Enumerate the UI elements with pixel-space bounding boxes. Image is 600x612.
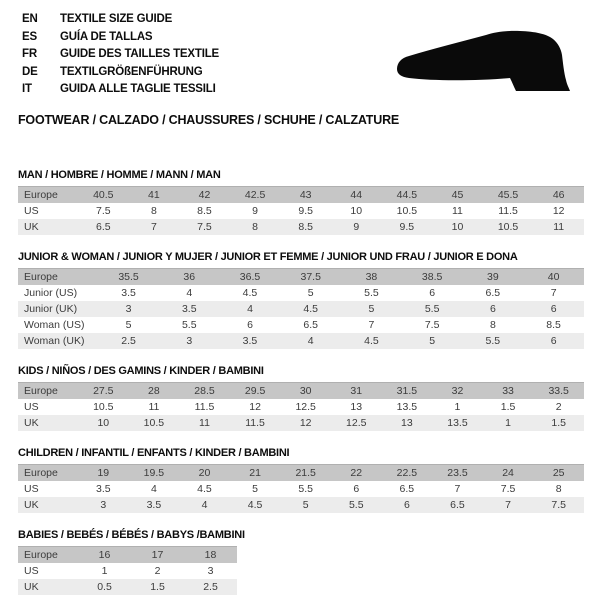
size-value-cell: 33 bbox=[483, 383, 534, 400]
size-value-cell: 9 bbox=[331, 219, 382, 235]
row-label-cell: US bbox=[18, 481, 78, 497]
size-value-cell: 11 bbox=[179, 415, 230, 431]
size-value-cell: 10.5 bbox=[129, 415, 180, 431]
size-value-cell: 4.5 bbox=[280, 301, 341, 317]
language-row bbox=[22, 64, 219, 82]
size-value-cell: 7 bbox=[341, 317, 402, 333]
size-value-cell: 28 bbox=[129, 383, 180, 400]
language-row bbox=[22, 29, 219, 47]
size-value-cell: 28.5 bbox=[179, 383, 230, 400]
size-value-cell: 12 bbox=[533, 203, 584, 219]
size-value-cell: 8.5 bbox=[280, 219, 331, 235]
size-value-cell: 5 bbox=[280, 285, 341, 301]
table-row bbox=[18, 187, 584, 204]
size-value-cell: 1 bbox=[78, 563, 131, 579]
size-value-cell: 5 bbox=[402, 333, 463, 349]
table-row bbox=[18, 547, 237, 564]
size-value-cell: 6 bbox=[331, 481, 382, 497]
table-row bbox=[18, 415, 584, 431]
language-label: TEXTILGRÖßENFÜHRUNG bbox=[60, 65, 203, 78]
table-row bbox=[18, 579, 237, 595]
table-row bbox=[18, 563, 237, 579]
size-value-cell: 6 bbox=[382, 497, 433, 513]
size-value-cell: 18 bbox=[184, 547, 237, 564]
size-value-cell: 40.5 bbox=[78, 187, 129, 204]
row-label-cell: Europe bbox=[18, 383, 78, 400]
size-value-cell: 35.5 bbox=[98, 269, 159, 286]
row-label-cell: UK bbox=[18, 579, 78, 595]
size-value-cell: 37.5 bbox=[280, 269, 341, 286]
size-value-cell: 3.5 bbox=[129, 497, 180, 513]
size-value-cell: 6.5 bbox=[382, 481, 433, 497]
size-table-section bbox=[18, 366, 584, 431]
size-value-cell: 19.5 bbox=[129, 465, 180, 482]
size-value-cell: 0.5 bbox=[78, 579, 131, 595]
size-value-cell: 22 bbox=[331, 465, 382, 482]
size-value-cell: 42.5 bbox=[230, 187, 281, 204]
size-value-cell: 31.5 bbox=[382, 383, 433, 400]
row-label-cell: US bbox=[18, 563, 78, 579]
size-value-cell: 38.5 bbox=[402, 269, 463, 286]
table-title: CHILDREN / INFANTIL / ENFANTS / KINDER / BAMBINI bbox=[18, 447, 290, 459]
size-value-cell: 7 bbox=[523, 285, 584, 301]
language-row bbox=[22, 46, 219, 64]
size-value-cell: 13.5 bbox=[382, 399, 433, 415]
language-row bbox=[22, 11, 219, 29]
size-value-cell: 7.5 bbox=[179, 219, 230, 235]
table-row bbox=[18, 269, 584, 286]
size-value-cell: 36 bbox=[159, 269, 220, 286]
size-value-cell: 32 bbox=[432, 383, 483, 400]
table-title: KIDS / NIÑOS / DES GAMINS / KINDER / BAMBINI bbox=[18, 365, 264, 377]
table-row bbox=[18, 383, 584, 400]
table-title: BABIES / BEBÉS / BÉBÉS / BABYS /BAMBINI bbox=[18, 529, 245, 541]
size-value-cell: 8 bbox=[533, 481, 584, 497]
size-value-cell: 10.5 bbox=[483, 219, 534, 235]
size-value-cell: 5.5 bbox=[463, 333, 524, 349]
size-value-cell: 10.5 bbox=[78, 399, 129, 415]
size-value-cell: 9.5 bbox=[382, 219, 433, 235]
size-table bbox=[18, 546, 237, 595]
size-value-cell: 7 bbox=[483, 497, 534, 513]
row-label-cell: Europe bbox=[18, 187, 78, 204]
row-label-cell: Woman (UK) bbox=[18, 333, 98, 349]
size-value-cell: 44.5 bbox=[382, 187, 433, 204]
size-value-cell: 46 bbox=[533, 187, 584, 204]
size-value-cell: 6.5 bbox=[432, 497, 483, 513]
row-label-cell: Junior (UK) bbox=[18, 301, 98, 317]
table-row bbox=[18, 203, 584, 219]
size-value-cell: 2 bbox=[131, 563, 184, 579]
size-value-cell: 4.5 bbox=[341, 333, 402, 349]
size-value-cell: 4 bbox=[179, 497, 230, 513]
size-value-cell: 7.5 bbox=[483, 481, 534, 497]
table-row bbox=[18, 219, 584, 235]
size-value-cell: 43 bbox=[280, 187, 331, 204]
size-value-cell: 3.5 bbox=[78, 481, 129, 497]
size-value-cell: 4 bbox=[129, 481, 180, 497]
size-table bbox=[18, 268, 584, 349]
size-value-cell: 17 bbox=[131, 547, 184, 564]
row-label-cell: Junior (US) bbox=[18, 285, 98, 301]
size-value-cell: 6 bbox=[220, 317, 281, 333]
size-value-cell: 11 bbox=[129, 399, 180, 415]
size-table-section bbox=[18, 170, 584, 235]
table-row bbox=[18, 465, 584, 482]
size-value-cell: 4.5 bbox=[220, 285, 281, 301]
size-value-cell: 10 bbox=[78, 415, 129, 431]
size-value-cell: 21 bbox=[230, 465, 281, 482]
size-value-cell: 13.5 bbox=[432, 415, 483, 431]
size-table-section bbox=[18, 530, 584, 595]
table-row bbox=[18, 481, 584, 497]
table-title: JUNIOR & WOMAN / JUNIOR Y MUJER / JUNIOR ET FEMME / JUNIOR UND FRAU / JUNIOR E DONA bbox=[18, 251, 518, 263]
row-label-cell: Europe bbox=[18, 465, 78, 482]
size-value-cell: 45 bbox=[432, 187, 483, 204]
size-value-cell: 30 bbox=[280, 383, 331, 400]
size-value-cell: 3 bbox=[159, 333, 220, 349]
size-value-cell: 12.5 bbox=[280, 399, 331, 415]
table-row bbox=[18, 301, 584, 317]
size-value-cell: 10 bbox=[432, 219, 483, 235]
row-label-cell: UK bbox=[18, 219, 78, 235]
size-value-cell: 9 bbox=[230, 203, 281, 219]
size-value-cell: 42 bbox=[179, 187, 230, 204]
size-value-cell: 8.5 bbox=[179, 203, 230, 219]
table-row bbox=[18, 285, 584, 301]
size-value-cell: 5.5 bbox=[341, 285, 402, 301]
size-value-cell: 5 bbox=[98, 317, 159, 333]
size-value-cell: 21.5 bbox=[280, 465, 331, 482]
size-value-cell: 4 bbox=[159, 285, 220, 301]
size-value-cell: 38 bbox=[341, 269, 402, 286]
size-table bbox=[18, 464, 584, 513]
language-code: ES bbox=[22, 30, 37, 43]
size-value-cell: 22.5 bbox=[382, 465, 433, 482]
size-value-cell: 1.5 bbox=[533, 415, 584, 431]
size-table-section bbox=[18, 252, 584, 349]
size-value-cell: 6 bbox=[402, 285, 463, 301]
size-value-cell: 9.5 bbox=[280, 203, 331, 219]
size-value-cell: 2 bbox=[533, 399, 584, 415]
row-label-cell: US bbox=[18, 399, 78, 415]
size-value-cell: 3.5 bbox=[98, 285, 159, 301]
size-value-cell: 40 bbox=[523, 269, 584, 286]
size-value-cell: 29.5 bbox=[230, 383, 281, 400]
size-value-cell: 3 bbox=[78, 497, 129, 513]
size-value-cell: 6.5 bbox=[78, 219, 129, 235]
size-value-cell: 5 bbox=[280, 497, 331, 513]
size-value-cell: 1.5 bbox=[483, 399, 534, 415]
row-label-cell: Europe bbox=[18, 269, 98, 286]
size-tables bbox=[18, 170, 584, 612]
size-value-cell: 13 bbox=[331, 399, 382, 415]
size-value-cell: 11 bbox=[432, 203, 483, 219]
size-table bbox=[18, 186, 584, 235]
language-label: GUIDE DES TAILLES TEXTILE bbox=[60, 48, 219, 60]
size-value-cell: 6.5 bbox=[280, 317, 341, 333]
size-value-cell: 11.5 bbox=[179, 399, 230, 415]
size-table bbox=[18, 382, 584, 431]
size-value-cell: 6 bbox=[463, 301, 524, 317]
size-value-cell: 7.5 bbox=[78, 203, 129, 219]
size-value-cell: 5.5 bbox=[159, 317, 220, 333]
language-row bbox=[22, 81, 219, 99]
size-value-cell: 11.5 bbox=[483, 203, 534, 219]
row-label-cell: UK bbox=[18, 415, 78, 431]
size-value-cell: 8 bbox=[129, 203, 180, 219]
size-value-cell: 13 bbox=[382, 415, 433, 431]
language-code: DE bbox=[22, 65, 38, 78]
size-value-cell: 2.5 bbox=[184, 579, 237, 595]
size-value-cell: 4 bbox=[220, 301, 281, 317]
size-value-cell: 7.5 bbox=[533, 497, 584, 513]
table-title: MAN / HOMBRE / HOMME / MANN / MAN bbox=[18, 169, 221, 181]
size-value-cell: 1.5 bbox=[131, 579, 184, 595]
size-value-cell: 1 bbox=[432, 399, 483, 415]
size-value-cell: 16 bbox=[78, 547, 131, 564]
size-table-section bbox=[18, 448, 584, 513]
size-value-cell: 3.5 bbox=[159, 301, 220, 317]
size-value-cell: 7 bbox=[129, 219, 180, 235]
size-value-cell: 27.5 bbox=[78, 383, 129, 400]
size-value-cell: 8 bbox=[230, 219, 281, 235]
language-code: FR bbox=[22, 48, 37, 60]
size-value-cell: 19 bbox=[78, 465, 129, 482]
size-value-cell: 3 bbox=[98, 301, 159, 317]
language-label: GUÍA DE TALLAS bbox=[60, 30, 153, 43]
size-value-cell: 5.5 bbox=[331, 497, 382, 513]
size-value-cell: 4 bbox=[280, 333, 341, 349]
size-value-cell: 5 bbox=[230, 481, 281, 497]
language-code: EN bbox=[22, 13, 38, 25]
table-row bbox=[18, 317, 584, 333]
size-value-cell: 23.5 bbox=[432, 465, 483, 482]
size-value-cell: 11 bbox=[533, 219, 584, 235]
row-label-cell: UK bbox=[18, 497, 78, 513]
language-code: IT bbox=[22, 83, 32, 95]
size-value-cell: 36.5 bbox=[220, 269, 281, 286]
size-value-cell: 4.5 bbox=[230, 497, 281, 513]
size-value-cell: 12 bbox=[280, 415, 331, 431]
language-list bbox=[22, 11, 219, 99]
size-value-cell: 10.5 bbox=[382, 203, 433, 219]
dress-shoe-icon bbox=[396, 30, 574, 94]
language-label: GUIDA ALLE TAGLIE TESSILI bbox=[60, 83, 216, 95]
size-value-cell: 8 bbox=[463, 317, 524, 333]
size-value-cell: 31 bbox=[331, 383, 382, 400]
size-value-cell: 24 bbox=[483, 465, 534, 482]
size-value-cell: 6 bbox=[523, 333, 584, 349]
size-value-cell: 6 bbox=[523, 301, 584, 317]
size-value-cell: 5.5 bbox=[402, 301, 463, 317]
row-label-cell: Woman (US) bbox=[18, 317, 98, 333]
size-value-cell: 6.5 bbox=[463, 285, 524, 301]
size-value-cell: 39 bbox=[463, 269, 524, 286]
size-value-cell: 10 bbox=[331, 203, 382, 219]
size-value-cell: 4.5 bbox=[179, 481, 230, 497]
size-value-cell: 2.5 bbox=[98, 333, 159, 349]
size-value-cell: 25 bbox=[533, 465, 584, 482]
table-row bbox=[18, 399, 584, 415]
table-row bbox=[18, 333, 584, 349]
size-value-cell: 5 bbox=[341, 301, 402, 317]
category-heading: FOOTWEAR / CALZADO / CHAUSSURES / SCHUHE / CALZATURE bbox=[18, 113, 400, 127]
size-value-cell: 45.5 bbox=[483, 187, 534, 204]
size-value-cell: 12 bbox=[230, 399, 281, 415]
size-value-cell: 44 bbox=[331, 187, 382, 204]
table-row bbox=[18, 497, 584, 513]
size-value-cell: 33.5 bbox=[533, 383, 584, 400]
size-value-cell: 3 bbox=[184, 563, 237, 579]
size-value-cell: 7 bbox=[432, 481, 483, 497]
row-label-cell: US bbox=[18, 203, 78, 219]
language-label: TEXTILE SIZE GUIDE bbox=[60, 13, 173, 25]
row-label-cell: Europe bbox=[18, 547, 78, 564]
size-value-cell: 11.5 bbox=[230, 415, 281, 431]
size-value-cell: 8.5 bbox=[523, 317, 584, 333]
size-value-cell: 7.5 bbox=[402, 317, 463, 333]
size-value-cell: 5.5 bbox=[280, 481, 331, 497]
size-value-cell: 41 bbox=[129, 187, 180, 204]
size-value-cell: 1 bbox=[483, 415, 534, 431]
size-value-cell: 12.5 bbox=[331, 415, 382, 431]
size-value-cell: 3.5 bbox=[220, 333, 281, 349]
size-value-cell: 20 bbox=[179, 465, 230, 482]
